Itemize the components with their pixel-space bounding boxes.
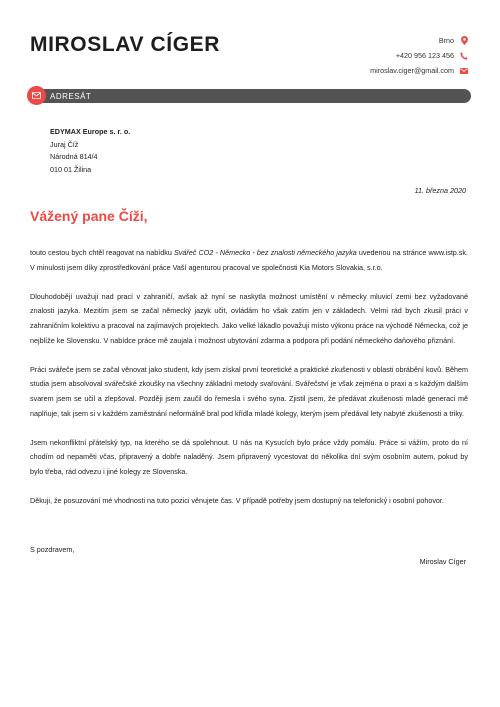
envelope-icon <box>454 68 468 74</box>
section-title: ADRESÁT <box>50 91 92 101</box>
paragraph-intro-start: touto cestou bych chtěl reagovat na nabídku <box>30 248 174 257</box>
recipient-person: Juraj Číž <box>50 139 79 149</box>
contact-email <box>370 63 468 78</box>
candidate-name: MIROSLAV CÍGER <box>30 33 221 56</box>
recipient-city: 010 01 Žilina <box>50 164 92 174</box>
salutation: Vážený pane Číži, <box>30 208 148 224</box>
phone-icon <box>454 52 468 60</box>
job-title-reference: Svářeč CO2 - Německo - bez znalosti německého jazyka <box>173 248 357 257</box>
contact-location <box>370 33 468 48</box>
recipient-address <box>50 126 130 176</box>
signature: Miroslav Cíger <box>419 557 466 566</box>
section-bar <box>30 89 471 103</box>
contact-phone <box>370 48 468 63</box>
letter-body <box>30 246 468 523</box>
paragraph-intro <box>30 246 468 275</box>
contact-email-text: miroslav.ciger@gmail.com <box>370 66 454 75</box>
section-envelope-icon <box>27 86 46 105</box>
letter-date: 11. března 2020 <box>414 186 466 195</box>
recipient-company: EDYMAX Europe s. r. o. <box>50 127 131 136</box>
contact-location-text: Brno <box>438 36 454 45</box>
paragraph-personality: Jsem nekonfliktní přátelský typ, na kterého se dá spolehnout. U nás na Kysucích bylo práce vždy pomálu. Práce si vážím, proto do ní chodím od nepaměti včas, připravený a dobře naladěný. Jsem připravený vycestovat do několika dní svým osobním autem, pokud by bylo třeba, rád odvezu i jiné kolegy ze Slovenska. <box>30 437 468 476</box>
location-pin-icon <box>454 36 468 45</box>
paragraph-intro-end: uvedenou na stránce www.istp.sk. V minulosti jsem díky zprostředkování práce Vaší agenturou pracoval ve společnosti Kia Motors Slovakia, s.r.o. <box>30 248 468 272</box>
contact-phone-text: +420 956 123 456 <box>395 51 454 60</box>
recipient-street: Národná 814/4 <box>50 152 98 162</box>
paragraph-thanks: Děkuji, že posuzování mé vhodnosti na tuto pozici věnujete čas. V případě potřeby jsem dostupný na telefonický i osobní pohovor. <box>30 496 444 506</box>
closing: S pozdravem, <box>30 545 75 554</box>
contact-block <box>370 33 468 78</box>
paragraph-experience: Práci svářeče jsem se začal věnovat jako student, kdy jsem získal první teoretické a praktické zkušenosti v oblasti obrábění kovů. Během studia jsem absolvoval svářečské zkoušky na všechny základní metody svařování. Svářečství je však zejména o praxi a s každým dalším svarem jsem se učil a zlepšoval. Později jsem zaučil do řemesla i svého syna. Zjistil jsem, že předávat zkušenosti mladé generaci mě naplňuje, tak jsem si v každém zaměstnání neformálně bral pod křídla mladé kolegy, kterým jsem předával lety nabyté zkušenosti a triky. <box>30 364 468 418</box>
paragraph-motivation: Dlouhodobějí uvažuji nad prací v zahraničí, avšak až nyní se naskytla možnost umístění v německy mluvicí zemi bez vyžadované znalosti jazyka. Mezitím jsem se začal německý jazyk učit, ovládám ho však zatím jen v základech. Velmi rád bych zkusil práci v zahraničním kolektivu a pracoval na zajímavých projektech. Jako velké lákadlo považuji místo výkonu práce na východě Německa, což je nejblíže ke Slovensku. V nabídce práce mě zaujala i možnost ubytování zdarma a podpora při podání německého daňového přiznání. <box>30 291 468 345</box>
